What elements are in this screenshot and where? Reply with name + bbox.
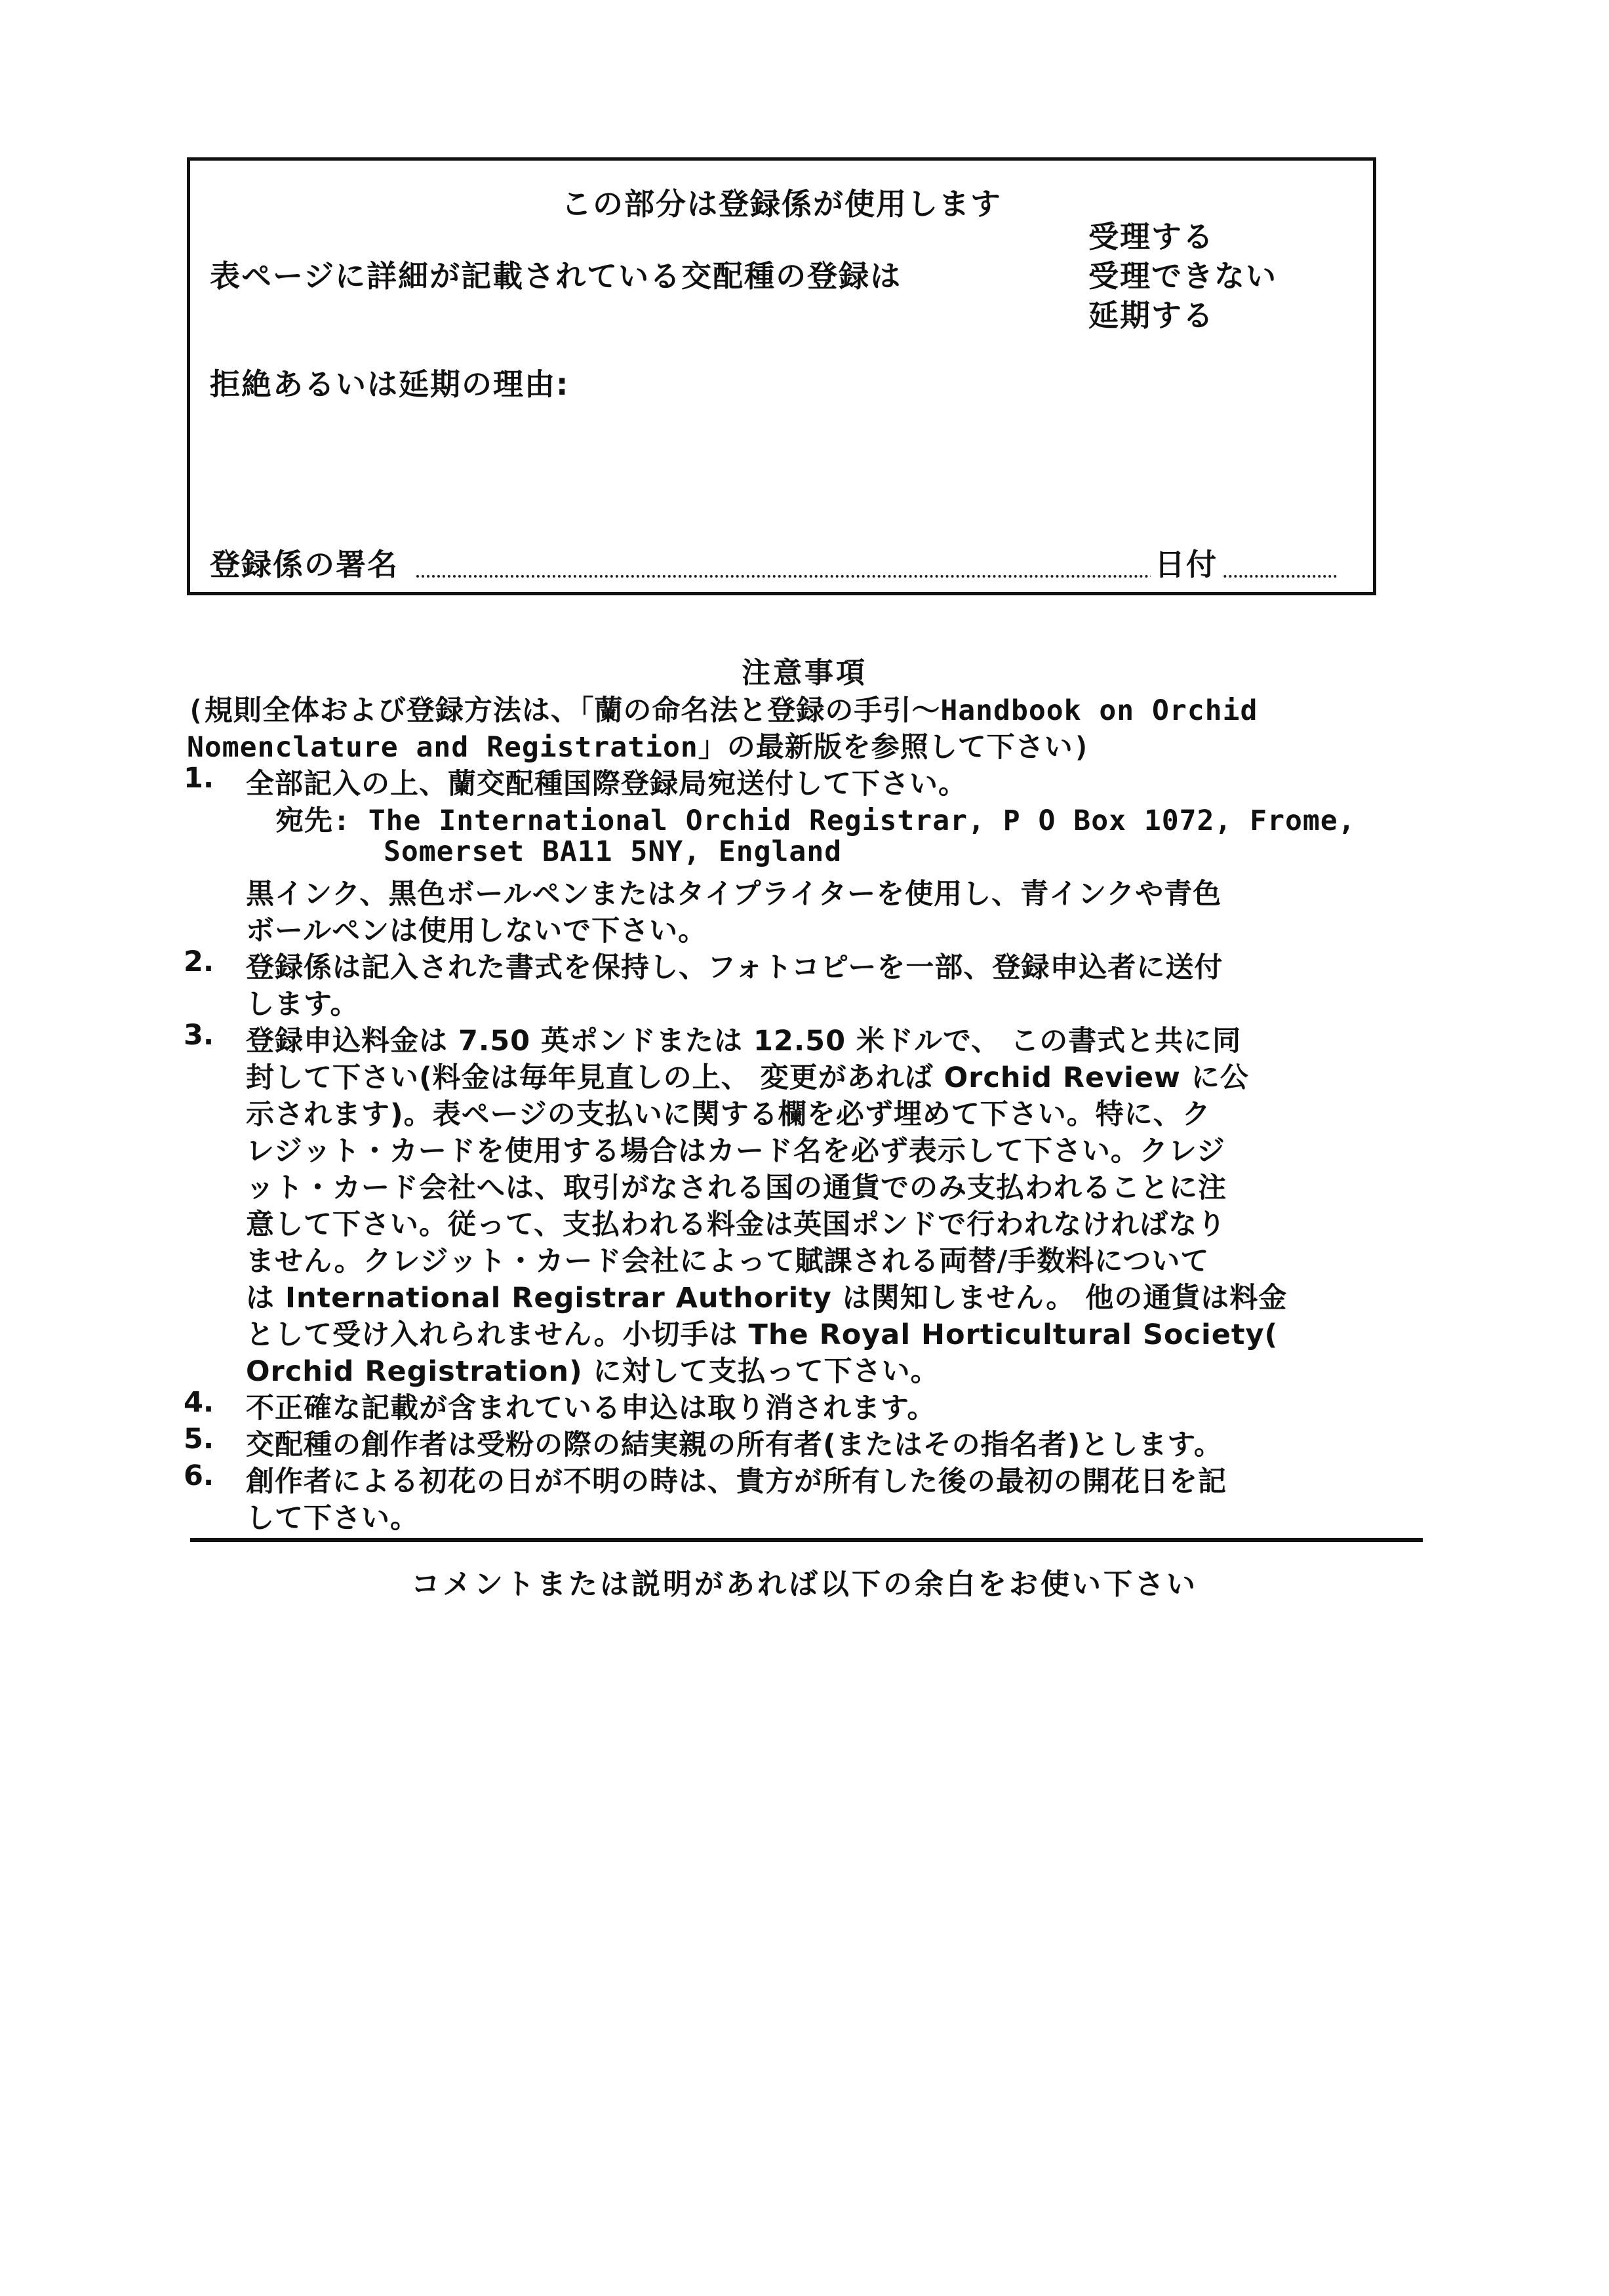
note-line: 示されます)。表ページの支払いに関する欄を必ず埋めて下さい。特に、ク — [246, 1098, 1211, 1131]
box-heading: この部分は登録係が使用します — [561, 186, 1002, 222]
note-line: して下さい。 — [246, 1502, 419, 1535]
note-line: 登録申込料金は 7.50 英ポンドまたは 12.50 米ドルで、 この書式と共に同 — [246, 1025, 1242, 1058]
note-line: 全部記入の上、蘭交配種国際登録局宛送付して下さい。 — [246, 768, 967, 801]
note-line: ボールペンは使用しないで下さい。 — [246, 915, 707, 947]
registration-statement: 表ページに詳細が記載されている交配種の登録は — [210, 258, 902, 294]
note-line: 不正確な記載が含まれている申込は取り消されます。 — [246, 1392, 936, 1425]
note-line: ません。クレジット・カード会社によって賦課される両替/手数料について — [246, 1245, 1210, 1278]
note-line: 交配種の創作者は受粉の際の結実親の所有者(またはその指名者)とします。 — [246, 1429, 1223, 1461]
note-line: ット・カード会社へは、取引がなされる国の通貨でのみ支払われることに注 — [246, 1172, 1227, 1204]
note-line: Somerset BA11 5NY, England — [384, 835, 843, 868]
note-line: レジット・カードを使用する場合はカード名を必ず表示して下さい。クレジ — [246, 1135, 1225, 1168]
reason-label: 拒絶あるいは延期の理由: — [210, 366, 570, 402]
signature-label: 登録係の署名 — [210, 547, 399, 582]
option-accept: 受理する — [1088, 219, 1214, 254]
note-number: 1. — [184, 762, 214, 795]
section-divider — [190, 1538, 1423, 1542]
comments-caption: コメントまたは説明があれば以下の余白をお使い下さい — [411, 1568, 1198, 1601]
registrar-use-box — [187, 157, 1376, 595]
note-line: 黒インク、黒色ボールペンまたはタイプライターを使用し、青インクや青色 — [246, 878, 1222, 911]
note-line: 宛先: The International Orchid Registrar, P O Box 1072, Frome, — [275, 804, 1356, 837]
note-number: 5. — [184, 1423, 214, 1455]
notes-intro-line: Nomenclature and Registration」の最新版を参照して下さい) — [187, 731, 1091, 764]
option-reject: 受理できない — [1088, 258, 1277, 294]
date-label: 日付 — [1151, 541, 1222, 584]
note-number: 3. — [184, 1019, 214, 1052]
note-line: 登録係は記入された書式を保持し、フォトコピーを一部、登録申込者に送付 — [246, 951, 1223, 984]
option-defer: 延期する — [1088, 298, 1214, 333]
note-number: 6. — [184, 1459, 214, 1492]
note-line: Orchid Registration) に対して支払って下さい。 — [246, 1355, 940, 1388]
note-line: として受け入れられません。小切手は The Royal Horticultural Society( — [246, 1318, 1279, 1351]
note-line: 封して下さい(料金は毎年見直しの上、 変更があれば Orchid Review に公 — [246, 1061, 1249, 1094]
notes-intro-line: (規則全体および登録方法は、「蘭の命名法と登録の手引〜Handbook on Orchid — [187, 694, 1258, 727]
note-number: 2. — [184, 945, 214, 978]
note-line: します。 — [246, 988, 359, 1021]
note-line: 創作者による初花の日が不明の時は、貴方が所有した後の最初の開花日を記 — [246, 1465, 1227, 1498]
note-number: 4. — [184, 1386, 214, 1419]
note-line: は International Registrar Authority は関知しません。 他の通貨は料金 — [246, 1282, 1288, 1315]
note-line: 意して下さい。従って、支払われる料金は英国ポンドで行われなければなり — [246, 1208, 1227, 1241]
notes-title: 注意事項 — [742, 656, 867, 690]
